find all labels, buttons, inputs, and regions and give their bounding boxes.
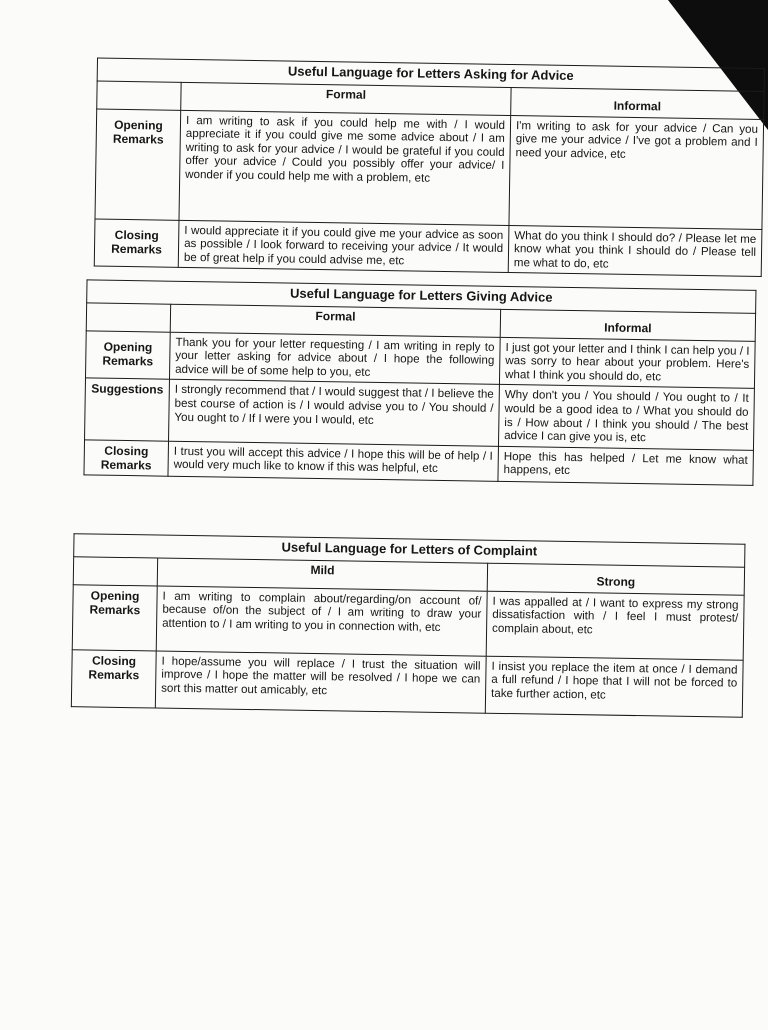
cell-informal: Why don't you / You should / You ought to / It would be a good idea to / What you should do is / How about / I think you should / The best advice I can give you is, etc [498, 385, 754, 450]
row-label-closing-remarks: Closing Remarks [71, 649, 156, 707]
row-label-closing-remarks: Closing Remarks [84, 440, 169, 476]
row-label-closing-remarks: Closing Remarks [94, 219, 179, 268]
row-label-opening-remarks: Opening Remarks [85, 330, 170, 379]
column-header-formal: Formal [181, 82, 511, 115]
table-row [95, 109, 764, 229]
cell-mild: I hope/assume you will replace / I trust the situation will improve / I hope the matter will be resolved / I hope we can sort this matter out amicably, etc [155, 651, 486, 713]
cell-informal: I'm writing to ask for your advice / Can you give me your advice / I've got a problem and I need your advice, etc [509, 115, 764, 229]
cell-mild: I am writing to complain about/regarding/on account of/ because of/on the subject of / I am writing to draw your attention to / I am writing to you in connection with, etc [156, 586, 487, 656]
table-row [85, 378, 755, 450]
column-header-formal: Formal [170, 304, 500, 337]
column-header-informal: Informal [511, 88, 764, 120]
column-header-strong: Strong [487, 563, 744, 595]
row-label-opening-remarks: Opening Remarks [95, 109, 181, 220]
cell-informal: Hope this has helped / Let me know what happens, etc [498, 446, 754, 485]
blank-corner-cell [73, 557, 157, 586]
cell-strong: I insist you replace the item at once / I demand a full refund / I hope that I will not be forced to take further action, etc [485, 656, 743, 717]
row-label-suggestions: Suggestions [85, 378, 170, 441]
table-giving-advice [83, 279, 756, 485]
table-row [71, 649, 743, 717]
cell-informal: I just got your letter and I think I can help you / I was sorry to hear about your problem. Here's what I think you should do, etc [499, 337, 755, 389]
table-title: Useful Language for Letters of Complaint [74, 534, 745, 568]
blank-corner-cell [97, 81, 181, 110]
table-complaint [71, 533, 746, 717]
cell-informal: What do you think I should do? / Please let me know what you think I should do / Please tell me what to do, etc [508, 225, 762, 277]
blank-corner-cell [86, 303, 170, 332]
table-title: Useful Language for Letters Giving Advice [87, 280, 756, 314]
row-label-opening-remarks: Opening Remarks [72, 584, 157, 650]
cell-formal: I am writing to ask if you could help me with / I would appreciate it if you could give me some advice about / I am writing to ask for your advice / I would be grateful if you could offer your advice / Could you possibly offer your advice/ I wonder if you could help me with a problem, etc [179, 110, 511, 225]
cell-formal: I would appreciate it if you could give me your advice as soon as possible / I look forward to receiving your advice / It would be of great help if you could advise me, etc [178, 220, 509, 273]
cell-formal: I trust you will accept this advice / I hope this will be of help / I would very much like to know if this was helpful, etc [168, 441, 499, 481]
column-header-mild: Mild [157, 558, 487, 591]
column-header-informal: Informal [500, 309, 755, 341]
cell-strong: I was appalled at / I want to express my strong dissatisfaction with / I feel I must protest/ complain about, etc [486, 591, 744, 660]
table-asking-for-advice [94, 58, 765, 278]
table-row [94, 219, 762, 277]
cell-formal: I strongly recommend that / I would suggest that / I believe the best course of action is / I would advise you to / You should / You ought to / If I were you I would, etc [169, 380, 500, 447]
table-row [72, 584, 744, 660]
table-title: Useful Language for Letters Asking for Advice [97, 58, 764, 91]
cell-formal: Thank you for your letter requesting / I am writing in reply to your letter asking for advice about / I hope the following advice will be of some help to you, etc [169, 332, 500, 385]
